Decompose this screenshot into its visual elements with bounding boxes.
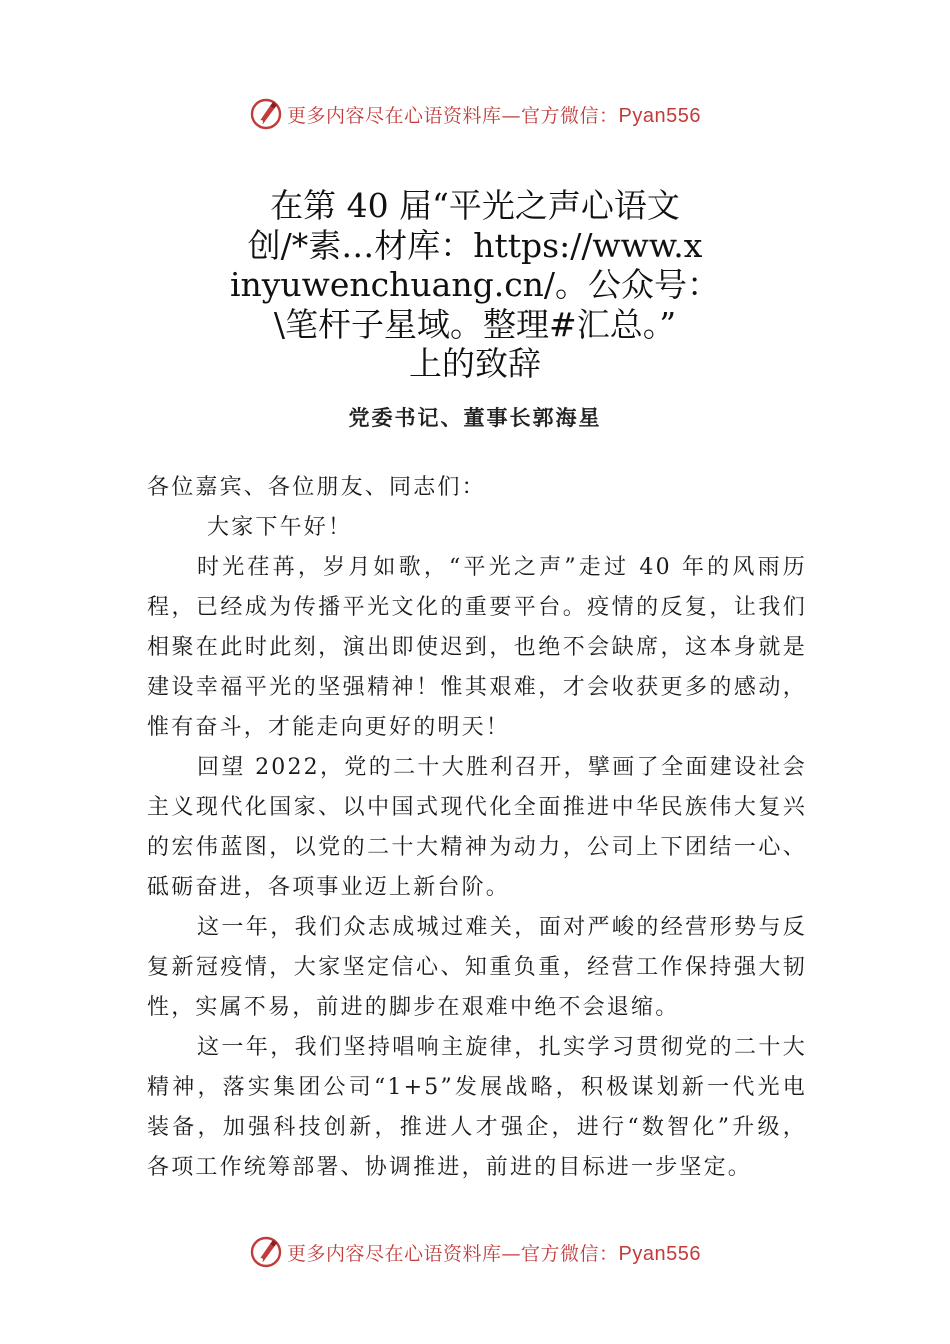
header-banner xyxy=(0,94,950,134)
paragraph: 这一年，我们坚持唱响主旋律，扎实学习贯彻党的二十大精神，落实集团公司“1+5”发展战略，积极谋划新一代光电 装备，加强科技创新，推进人才强企，进行“数智化”升级， 各项工作统筹部署、协调推进，前进的目标进一步坚定。 xyxy=(147,1035,807,1180)
title-line: 创/*素…材库：https://www.x xyxy=(247,225,703,265)
salutation: 各位嘉宾、各位朋友、同志们： xyxy=(147,475,486,500)
banner-handle: Pyan556 xyxy=(618,104,701,127)
speech-body xyxy=(147,468,807,1188)
paragraph: 这一年，我们众志成城过难关，面对严峻的经营形势与反复新冠疫情，大家坚定信心、知重负重，经营工作保持强大韧性，实属不易，前进的脚步在艰难中绝不会退缩。 xyxy=(147,915,807,1020)
banner-prefix: 更多内容尽在心语资料库—官方微信： xyxy=(287,104,619,127)
title-line: 在第 40 届“平光之声心语文 xyxy=(270,186,680,225)
title-line: \笔杆子星域。整理#汇总。” xyxy=(273,304,677,344)
banner-text xyxy=(287,1239,701,1266)
footer-banner xyxy=(0,1232,950,1272)
document-title xyxy=(215,186,735,384)
pen-nib-seal-icon xyxy=(249,1235,283,1269)
banner-text xyxy=(287,101,701,128)
title-line: inyuwenchuang.cn/。公众号： xyxy=(229,265,721,304)
banner-handle: Pyan556 xyxy=(618,1242,701,1265)
title-line: 上的致辞 xyxy=(409,344,541,383)
paragraph: 回望 2022，党的二十大胜利召开，擘画了全面建设社会主义现代化国家、以中国式现代化全面推进中华民族伟大复兴的宏伟蓝图，以党的二十大精神为动力，公司上下团结一心、砥砺奋进，各项事业迈上新台阶。 xyxy=(147,755,807,900)
author-byline: 党委书记、董事长郭海星 xyxy=(348,405,602,430)
pen-nib-seal-icon xyxy=(249,97,283,131)
greeting: 大家下午好！ xyxy=(207,515,353,540)
paragraph: 时光荏苒，岁月如歌，“平光之声”走过 40 年的风雨历程，已经成为传播平光文化的重要平台。疫情的反复，让我们相聚在此时此刻，演出即使迟到，也绝不会缺席，这本身就是建设幸福平光的坚强精神！惟其艰难，才会收获更多的感动，惟有奋斗，才能走向更好的明天！ xyxy=(147,555,807,740)
banner-prefix: 更多内容尽在心语资料库—官方微信： xyxy=(287,1242,619,1265)
